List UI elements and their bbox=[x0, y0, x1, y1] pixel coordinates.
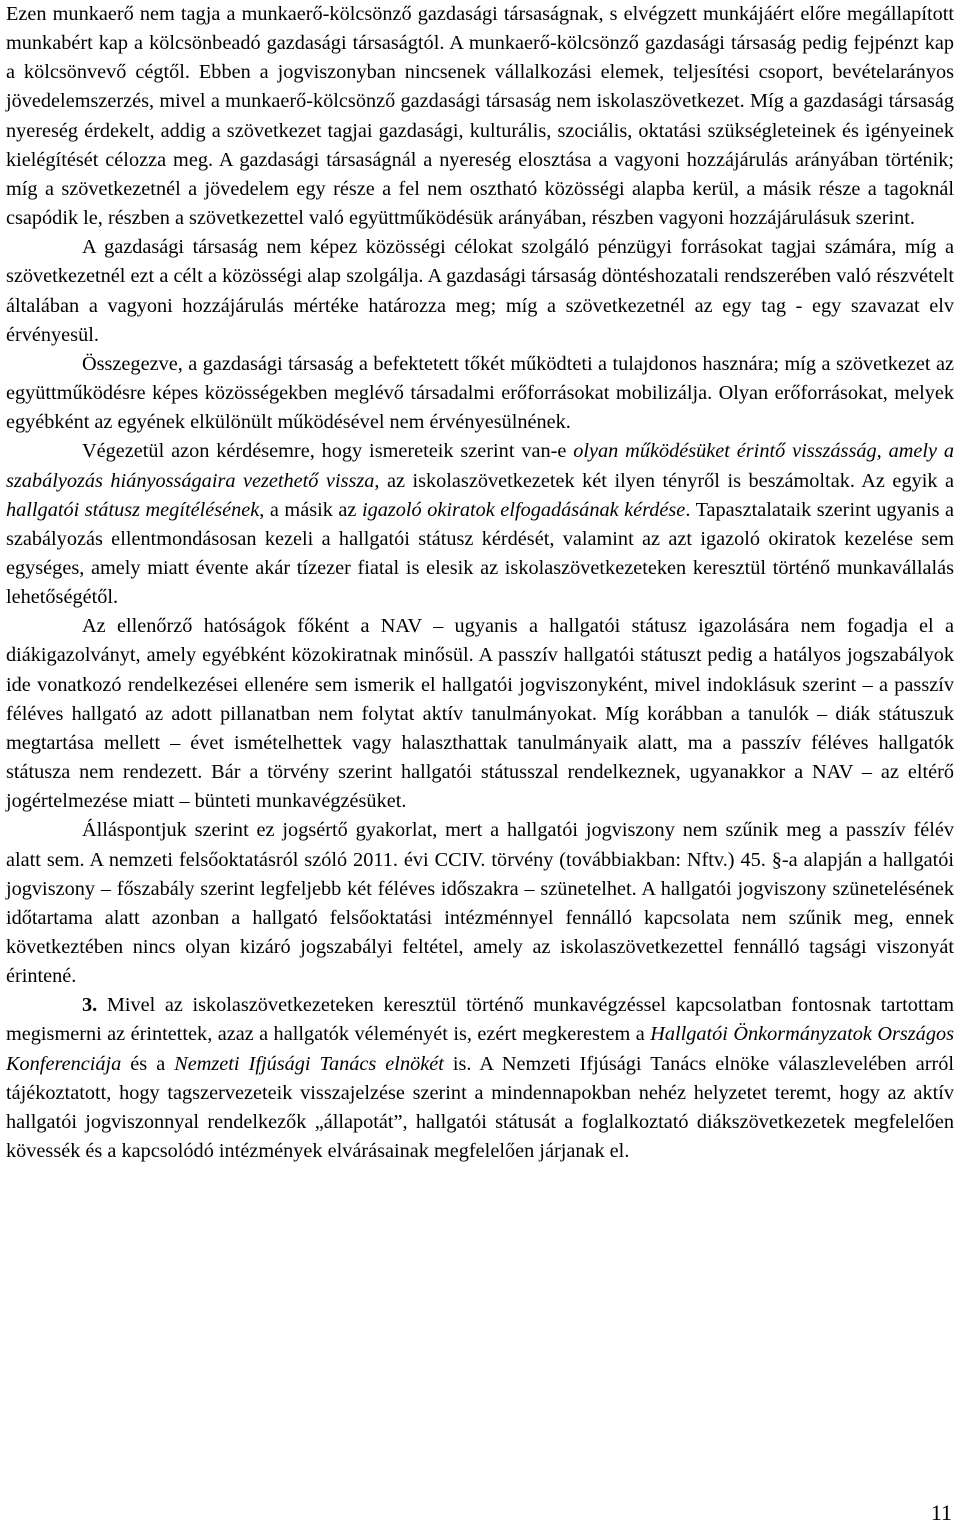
paragraph bbox=[6, 612, 954, 816]
paragraph bbox=[6, 350, 954, 437]
paragraph-text: Az ellenőrző hatóságok főként a NAV – ugyanis a hallgatói státusz igazolására nem fogadja el a diákigazolványt, amely egyébként közokiratnak minősül. A passzív hallgatói státuszt pedig a hatályos jogszabályok ide vonatkozó rendelkezései ellenére sem ismerik el hallgatói jogviszonyként, mivel indoklásuk szerint – a passzív féléves hallgató az adott pillanatban nem folytat aktív tanulmányokat. Míg korábban a tanulók – diák státuszuk megtartása mellett – évet ismételhettek vagy halaszthattak tanulmányaik alatt, ma a passzív féléves hallgatók státusza nem rendezett. Bár a törvény szerint hallgatói státusszal rendelkeznek, ugyanakkor a NAV – az eltérő jogértelmezése miatt – bünteti munkavégzésüket. bbox=[6, 615, 954, 813]
document-page bbox=[6, 0, 954, 1166]
paragraph-text: A gazdasági társaság nem képez közösségi célokat szolgáló pénzügyi forrásokat tagjai számára, míg a szövetkezetnél ezt a célt a közösségi alap szolgálja. A gazdasági társaság döntéshozatali rendszerében való részvételt általában a vagyoni hozzájárulás mértéke határozza meg; míg a szövetkezetnél az egy tag - egy szavazat elv érvényesül. bbox=[6, 236, 954, 346]
italic-text: olyan működésüket érintő visszásság, amely a szabályozás hiányosságaira vezethető vissza bbox=[6, 440, 954, 492]
paragraph-text: Ezen munkaerő nem tagja a munkaerő-kölcsönző gazdasági társaságnak, s elvégzett munkájáért előre megállapított munkabért kap a kölcsönbeadó gazdasági társaságtól. A munkaerő-kölcsönző gazdasági társaság pedig fejpénzt kap a kölcsönvevő cégtől. Ebben a jogviszonyban nincsenek vállalkozási elemek, teljesítési csoport, bevételarányos jövedelemszerzés, mivel a munkaerő-kölcsönző gazdasági társaság nem iskolaszövetkezet. Míg a gazdasági társaság nyereség érdekelt, addig a szövetkezet tagjai gazdasági, kulturális, szociális, oktatási szükségleteinek és igényeinek kielégítését célozza meg. A gazdasági társaságnál a nyereség elosztása a vagyoni hozzájárulás arányában történik; míg a szövetkezetnél a jövedelem egy része a fel nem osztható közösségi alapba kerül, a másik része a tagoknál csapódik le, részben a szövetkezettel való együttműködésük arányában, részben vagyoni hozzájárulásuk szerint. bbox=[6, 3, 954, 230]
paragraph bbox=[6, 437, 954, 612]
italic-text: Hallgatói Önkormányzatok Országos Konferenciája bbox=[6, 1023, 954, 1075]
section-number: 3. bbox=[82, 994, 98, 1017]
paragraph-text: Végezetül azon kérdésemre, hogy ismereteik szerint van-e bbox=[82, 440, 574, 463]
paragraph bbox=[6, 233, 954, 350]
italic-text: hallgatói státusz megítélésének bbox=[6, 498, 260, 521]
paragraph-text: és a bbox=[121, 1052, 175, 1075]
document-body bbox=[6, 0, 954, 1166]
paragraph bbox=[6, 0, 954, 233]
italic-text: Nemzeti Ifjúsági Tanács elnökét bbox=[174, 1052, 444, 1075]
paragraph-text: , az iskolaszövetkezetek két ilyen tényről is beszámoltak. Az egyik a bbox=[374, 469, 954, 492]
paragraph bbox=[6, 991, 954, 1166]
paragraph-text: , a másik az bbox=[259, 498, 362, 521]
paragraph-text: Mivel az iskolaszövetkezeteken keresztül történő munkavégzéssel kapcsolatban fontosnak tartottam megismerni az érintettek, azaz a hallgatók véleményét is, ezért megkerestem a bbox=[6, 994, 954, 1046]
paragraph-text: Összegezve, a gazdasági társaság a befektetett tőkét működteti a tulajdonos hasznára; míg a szövetkezet az együttműködésre képes közösségekben meglévő társadalmi erőforrásokat mobilizálja. Olyan erőforrásokat, melyek egyébként az egyének elkülönült működésével nem érvényesülnének. bbox=[6, 352, 954, 434]
italic-text: igazoló okiratok elfogadásának kérdése bbox=[361, 498, 686, 521]
paragraph-text: . Tapasztalataik szerint ugyanis a szabályozás ellentmondásosan kezeli a hallgatói státusz kérdését, valamint az azt igazoló okiratok kezelése sem egységes, amely miatt évente akár tízezer fiatal is elesik az iskolaszövetkezeteken keresztül történő munkavállalás lehetőségétől. bbox=[6, 498, 955, 609]
paragraph-text: Álláspontjuk szerint ez jogsértő gyakorlat, mert a hallgatói jogviszony nem szűnik meg a passzív félév alatt sem. A nemzeti felsőoktatásról szóló 2011. évi CCIV. törvény (továbbiakban: Nftv.) 45. §-a alapján a hallgatói jogviszony – főszabály szerint legfeljebb két féléves időszakra – szünetelhet. A hallgatói jogviszony szünetelésének időtartama alatt azonban a hallgató felsőoktatási intézménnyel fennálló kapcsolata nem szűnik meg, ennek következtében nincs olyan kizáró jogszabályi feltétel, amely az iskolaszövetkezettel fennálló tagsági viszonyát érintené. bbox=[6, 819, 954, 988]
paragraph bbox=[6, 816, 954, 991]
page-number: 11 bbox=[930, 1500, 952, 1525]
paragraph-text: is. A Nemzeti Ifjúsági Tanács elnöke válaszlevelében arról tájékoztatott, hogy tagszervezeteik visszajelzése szerint a mindennapokban nehéz helyzetet teremt, hogy az aktív hallgatói jogviszonnyal rendelkezők „állapotát”, hallgatói státusát a foglalkoztató diákszövetkezetek megfelelően kövessék és a kapcsolódó intézmények elvárásainak megfelelően járjanak el. bbox=[6, 1052, 954, 1163]
